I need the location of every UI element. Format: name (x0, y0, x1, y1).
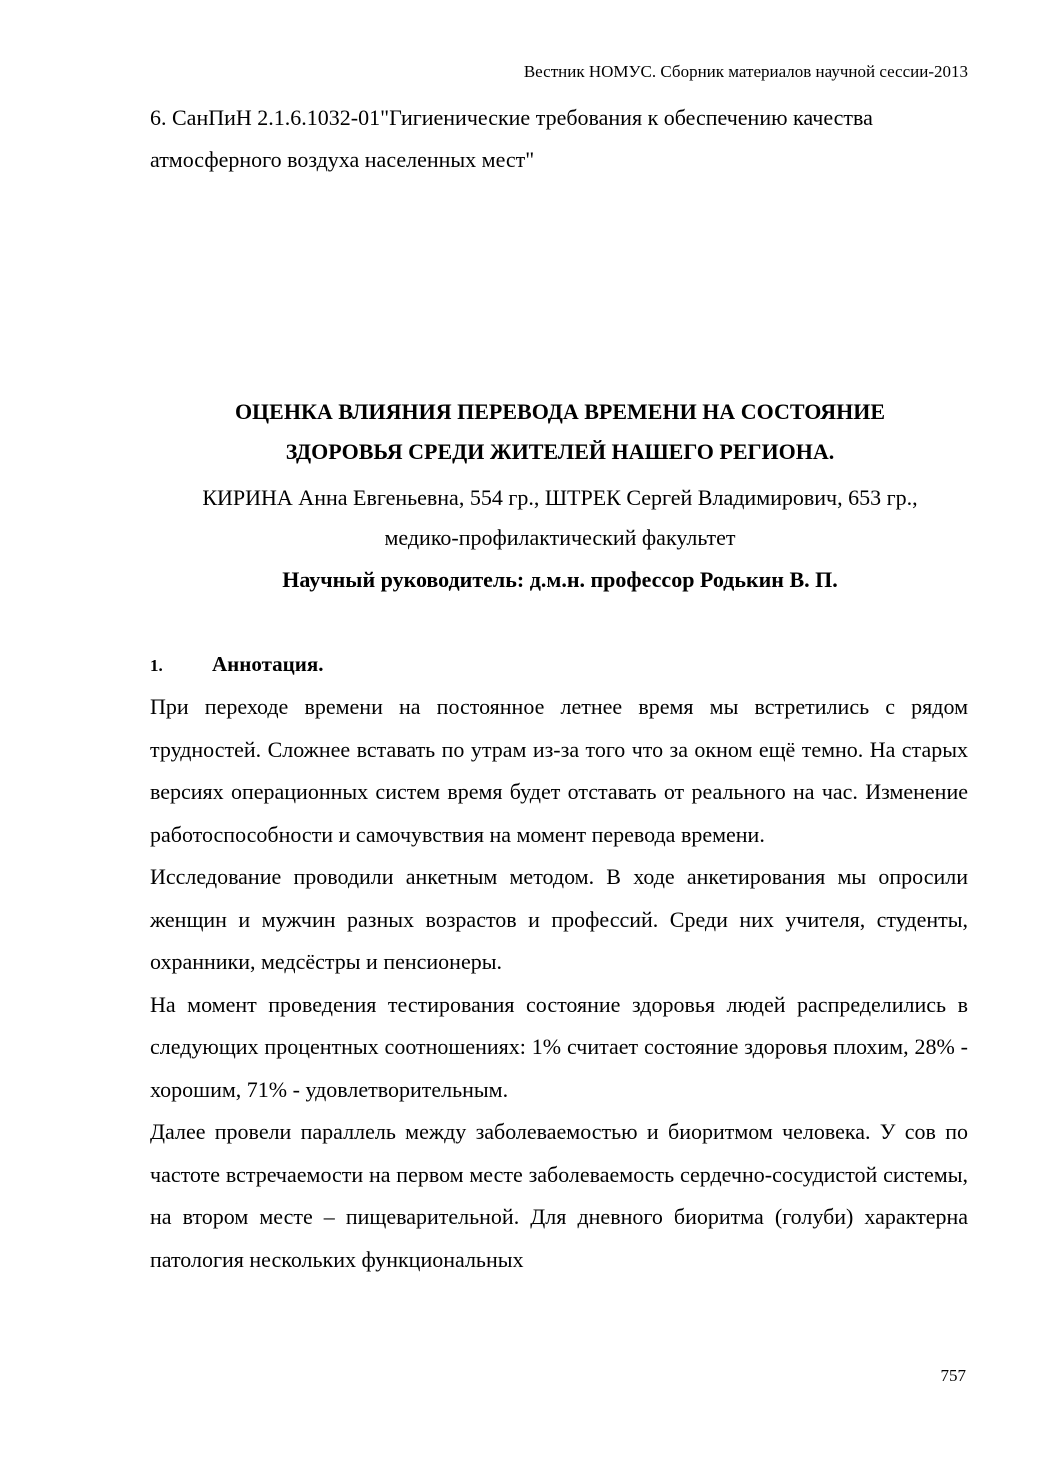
body-text (150, 686, 968, 1281)
paragraph-3: На момент проведения тестирования состояние здоровья людей распределились в следующих процентных соотношениях: 1% считает состояние здоровья плохим, 28% - хорошим, 71% - удовлетворительным. (150, 991, 968, 1102)
article-authors (130, 478, 990, 558)
section-heading (150, 648, 323, 682)
paragraph-4: Далее провели параллель между заболеваемостью и биоритмом человека. У сов по частоте встречаемости на первом месте заболеваемость сердечно-сосудистой системы, на втором месте – пищеварительной. Для дневного биоритма (голуби) характерна патология нескольких функциональных (150, 1119, 968, 1272)
article-title-line-1: ОЦЕНКА ВЛИЯНИЯ ПЕРЕВОДА ВРЕМЕНИ НА СОСТОЯНИЕ (234, 399, 886, 424)
paragraph-2: Исследование проводили анкетным методом. В ходе анкетирования мы опросили женщин и мужчин разных возрастов и профессий. Среди них учителя, студенты, охранники, медсёстры и пенсионеры. (150, 864, 968, 974)
scientific-supervisor: Научный руководитель: д.м.н. профессор Родькин В. П. (282, 567, 838, 592)
article-title (130, 392, 990, 472)
page-number: 757 (940, 1366, 966, 1385)
running-header: Вестник НОМУС. Сборник материалов научной сессии-2013 (523, 62, 968, 81)
section-number: 1. (150, 656, 163, 675)
authors-line-2: медико-профилактический факультет (384, 525, 736, 550)
paragraph-1: При переходе времени на постоянное летнее время мы встретились с рядом трудностей. Сложнее вставать по утрам из-за того что за окном ещё темно. На старых версиях операционных систем время будет отставать от реального на час. Изменение работоспособности и самочувствия на момент перевода времени. (150, 694, 968, 847)
authors-line-1: КИРИНА Анна Евгеньевна, 554 гр., ШТРЕК Сергей Владимирович, 653 гр., (202, 485, 918, 510)
article-title-line-2: ЗДОРОВЬЯ СРЕДИ ЖИТЕЛЕЙ НАШЕГО РЕГИОНА. (285, 439, 835, 464)
reference-entry: 6. СанПиН 2.1.6.1032-01"Гигиенические требования к обеспечению качества атмосферного воздуха населенных мест" (150, 105, 873, 172)
section-title: Аннотация. (212, 652, 324, 676)
